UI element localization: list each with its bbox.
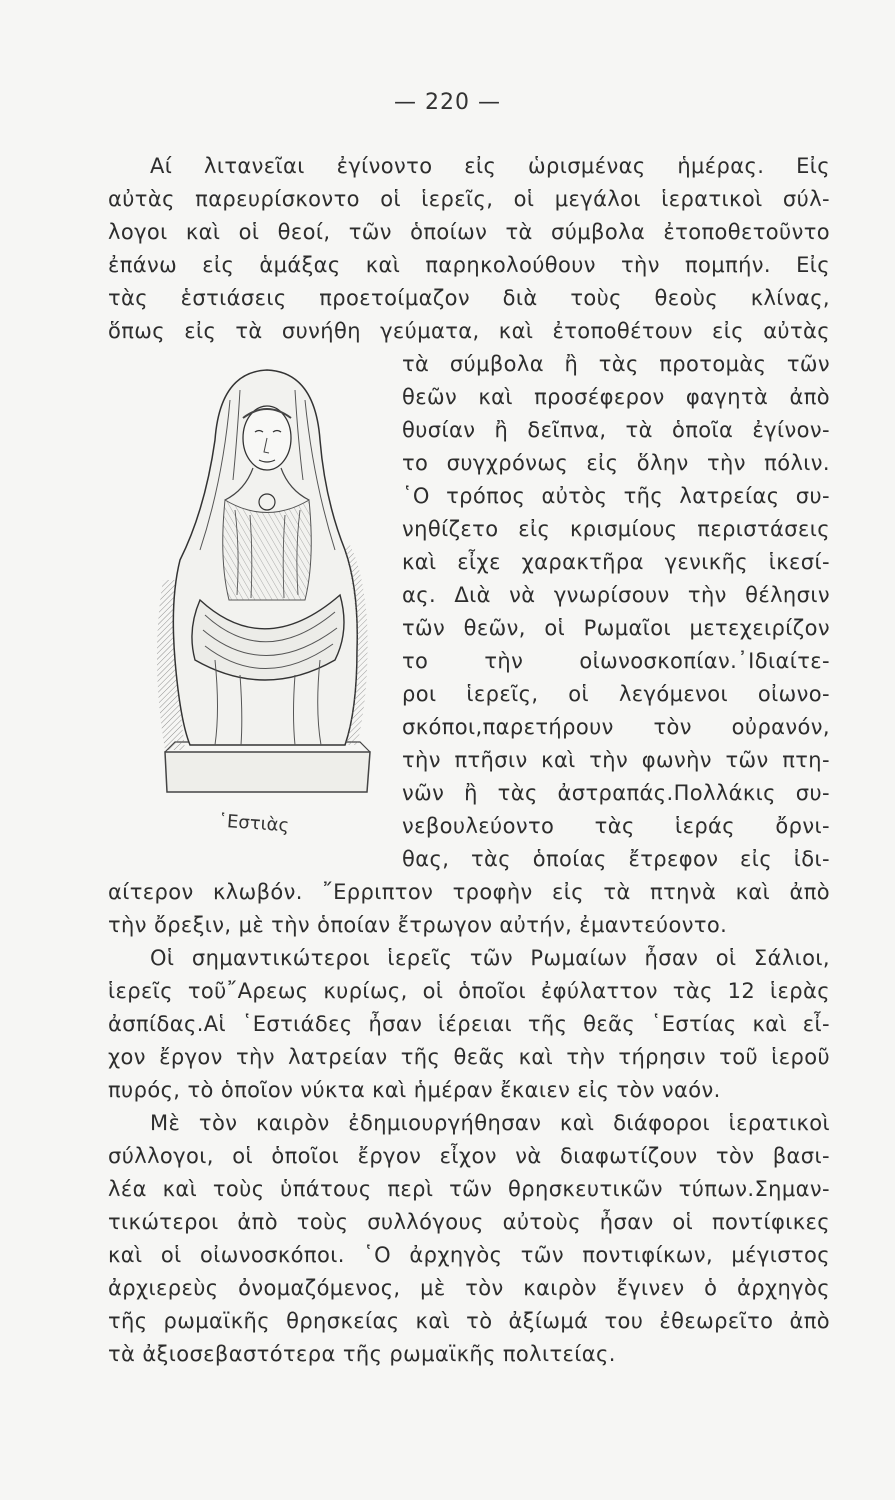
statue-illustration <box>145 360 390 820</box>
text-line: ἀσπίδας.Αἱ ῾Εστιάδες ἦσαν ἱέρειαι τῆς θεᾶς ῾Εστίας καὶ εἶ- <box>108 1012 830 1036</box>
text-line: θυσίαν ἢ δεῖπνα, τὰ ὁποῖα ἐγίνον- <box>402 418 830 442</box>
text-line: τῆς ρωμαϊκῆς θρησκείας καὶ τὸ ἀξίωμά του ἐθεωρεῖτο ἀπὸ <box>108 1309 830 1333</box>
text-line: τὰς ἑστιάσεις προετοίμαζον διὰ τοὺς θεοὺς κλίνας, <box>108 286 830 310</box>
page-number: — 220 — <box>394 90 501 115</box>
text-line: ἱερεῖς τοῦ῎Αρεως κυρίως, οἱ ὁποῖοι ἐφύλαττον τὰς 12 ἱερὰς <box>108 979 830 1003</box>
text-line: το τὴν οἰωνοσκοπίαν.᾿Ιδιαίτε- <box>402 649 830 673</box>
figure-caption: ῾Εστιὰς <box>217 810 290 837</box>
text-line: ροι ἱερεῖς, οἱ λεγόμενοι οἰωνο- <box>402 682 830 706</box>
text-line: ἀρχιερεὺς ὀνομαζόμενος, μὲ τὸν καιρὸν ἔγινεν ὁ ἀρχηγὸς <box>108 1276 830 1300</box>
text-line: σύλλογοι, οἱ ὁποῖοι ἔργον εἶχον νὰ διαφωτίζουν τὸν βασι- <box>108 1144 830 1168</box>
text-line: λέα καὶ τοὺς ὑπάτους περὶ τῶν θρησκευτικῶν τύπων.Σημαν- <box>108 1177 830 1201</box>
text-line: Οἱ σημαντικώτεροι ἱερεῖς τῶν Ρωμαίων ἦσαν οἱ Σάλιοι, <box>150 946 830 970</box>
text-line: τὰ σύμβολα ἢ τὰς προτομὰς τῶν <box>402 352 830 376</box>
text-line: θεῶν καὶ προσέφερον φαγητὰ ἀπὸ <box>402 385 830 409</box>
text-line: θας, τὰς ὁποίας ἔτρεφον εἰς ἰδι- <box>402 847 830 871</box>
text-line: ῾Ο τρόπος αὐτὸς τῆς λατρείας συ- <box>402 484 830 508</box>
text-line: ας. Διὰ νὰ γνωρίσουν τὴν θέλησιν <box>402 583 830 607</box>
text-line: νῶν ἢ τὰς ἀστραπάς.Πολλάκις συ- <box>402 781 830 805</box>
text-line: ὅπως εἰς τὰ συνήθη γεύματα, καὶ ἐτοποθέτουν εἰς αὐτὰς <box>108 319 830 343</box>
text-line: καὶ οἱ οἰωνοσκόποι. ῾Ο ἀρχηγὸς τῶν ποντιφίκων, μέγιστος <box>108 1243 830 1267</box>
text-line: σκόποι,παρετήρουν τὸν οὐρανόν, <box>402 715 830 739</box>
text-line: τὰ ἀξιοσεβαστότερα τῆς ρωμαϊκῆς πολιτείας. <box>108 1342 616 1366</box>
text-line: Μὲ τὸν καιρὸν ἐδημιουργήθησαν καὶ διάφοροι ἱερατικοὶ <box>150 1111 830 1135</box>
hestia-statue-figure <box>145 360 390 820</box>
text-line: καὶ εἶχε χαρακτῆρα γενικῆς ἱκεσί- <box>402 550 830 574</box>
text-line: τῶν θεῶν, οἱ Ρωμαῖοι μετεχειρίζον <box>402 616 830 640</box>
text-line: χον ἔργον τὴν λατρείαν τῆς θεᾶς καὶ τὴν τήρησιν τοῦ ἱεροῦ <box>108 1045 830 1069</box>
text-line: αίτερον κλωβόν. ῎Ερριπτον τροφὴν εἰς τὰ πτηνὰ καὶ ἀπὸ <box>108 880 830 904</box>
text-line: ἐπάνω εἰς ἁμάξας καὶ παρηκολούθουν τὴν πομπήν. Εἰς <box>108 253 830 277</box>
text-line: αὐτὰς παρευρίσκοντο οἱ ἱερεῖς, οἱ μεγάλοι ἱερατικοὶ σύλ- <box>108 187 830 211</box>
text-line: νηθίζετο εἰς κρισμίους περιστάσεις <box>402 517 830 541</box>
text-line: λογοι καὶ οἱ θεοί, τῶν ὁποίων τὰ σύμβολα ἐτοποθετοῦντο <box>108 220 830 244</box>
text-line: τὴν ὄρεξιν, μὲ τὴν ὁποίαν ἔτρωγον αὐτήν, ἐμαντεύοντο. <box>108 913 728 937</box>
text-line: το συγχρόνως εἰς ὅλην τὴν πόλιν. <box>402 451 830 475</box>
text-line: Αί λιτανεῖαι ἐγίνοντο εἰς ὡρισμένας ἡμέρας. Εἰς <box>150 154 830 178</box>
text-line: τὴν πτῆσιν καὶ τὴν φωνὴν τῶν πτη- <box>402 748 830 772</box>
text-line: νεβουλεύοντο τὰς ἱεράς ὄρνι- <box>402 814 830 838</box>
text-line: πυρός, τὸ ὁποῖον νύκτα καὶ ἡμέραν ἔκαιεν εἰς τὸν ναόν. <box>108 1078 721 1102</box>
text-line: τικώτεροι ἀπὸ τοὺς συλλόγους αὐτοὺς ἦσαν οἱ ποντίφικες <box>108 1210 830 1234</box>
